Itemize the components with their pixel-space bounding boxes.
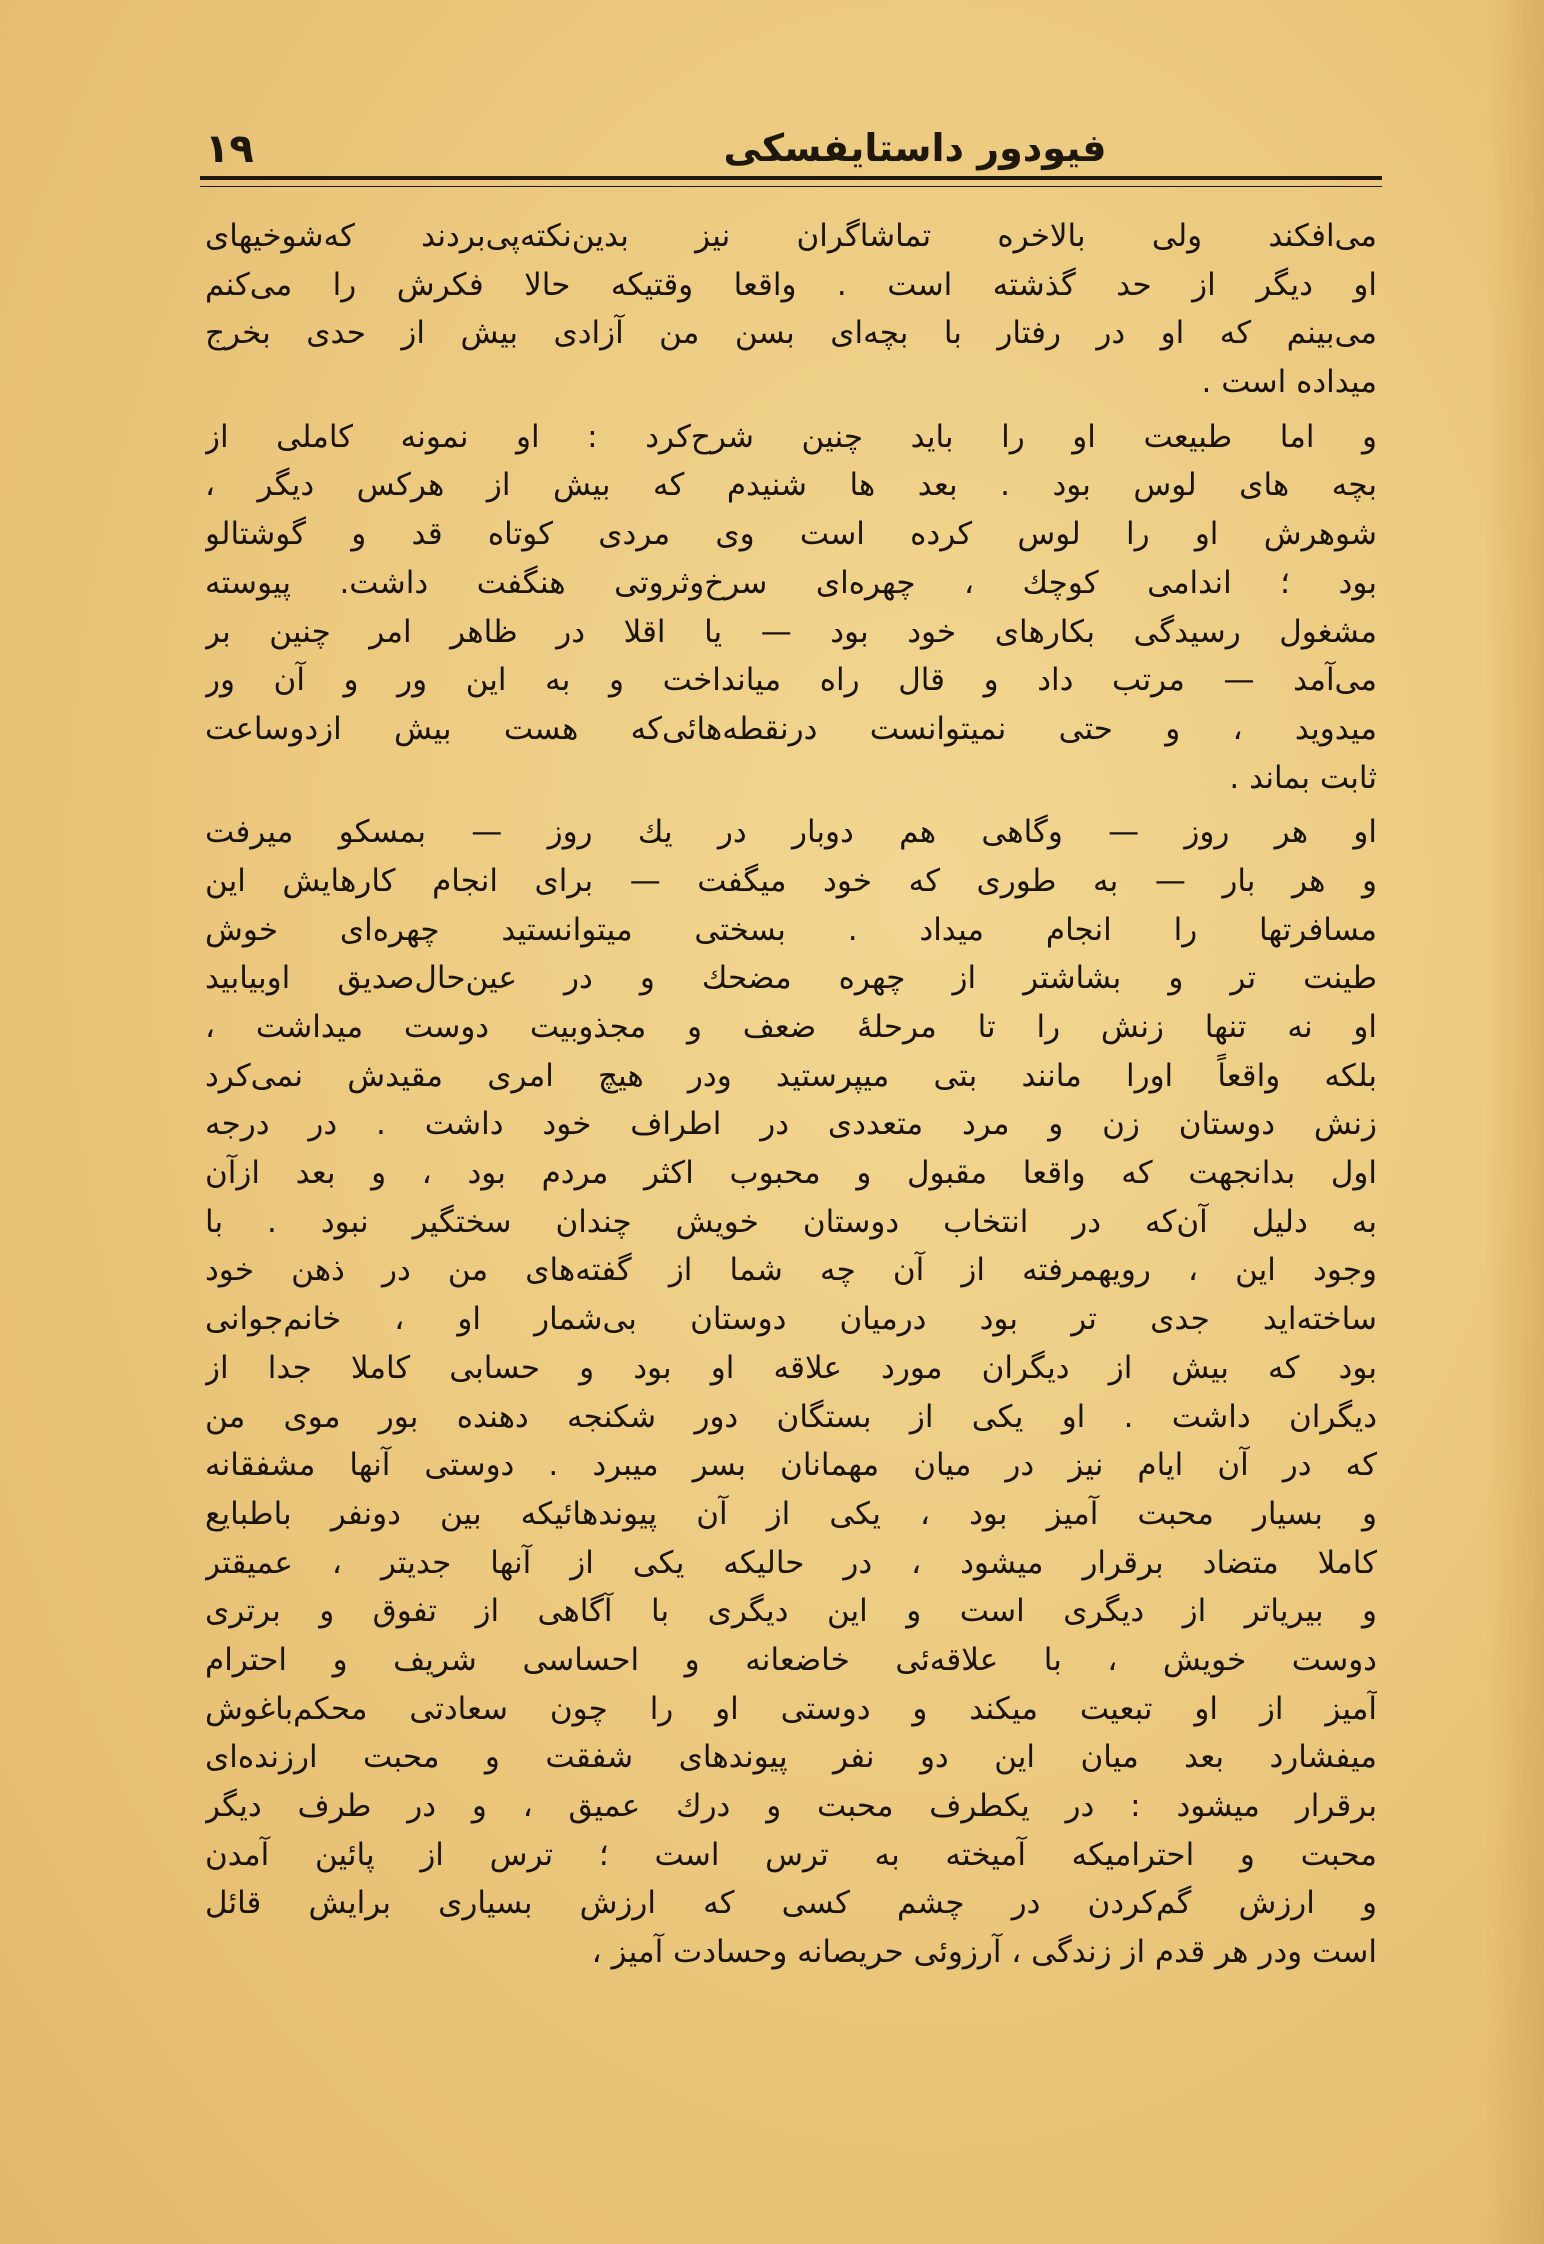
text-line: می‌آمد — مرتب داد و قال راه میانداخت و به این ور و آن ور [205,662,1377,699]
text-line: و بسیار محبت آمیز بود ، یکی از آن پیوندهائیکه بین دونفر باطبایع [205,1495,1377,1532]
text-line: او نه تنها زنش را تا مرحلهٔ ضعف و مجذوبیت دوست میداشت ، [205,1009,1377,1045]
running-title: فیودور داستایفسکی [723,126,1107,170]
page-header [205,120,1375,180]
text-line: طینت تر و بشاشتر از چهره مضحك و در عین‌حال‌صدیق اوبیابید [205,960,1377,997]
text-line: است ودر هر قدم از زندگی ، آرزوئی حریصانه وحسادت آمیز ، [591,1934,1377,1971]
text-line: دیگران داشت . او یکی از بستگان دور شکنجه دهنده بور موی من [205,1398,1377,1435]
text-line: که در آن ایام نیز در میان مهمانان بسر میبرد . دوستی آنها مشفقانه [205,1447,1377,1484]
text-line: بلکه واقعاً اورا مانند بتی میپرستید ودر هیچ امری مقیدش نمی‌کرد [205,1057,1377,1094]
text-line: مشغول رسیدگی بکارهای خود بود — یا اقلا در ظاهر امر چنین بر [205,613,1377,650]
paragraph [205,413,1377,803]
text-line: ثابت بماند . [1229,759,1377,796]
text-line: وجود این ، رویهمرفته از آن چه شما از گفته‌های من در ذهن خود [205,1252,1377,1289]
text-line: مسافرتها را انجام میداد . بسختی میتوانستید چهره‌ای خوش [205,911,1377,948]
text-line: و بیریاتر از دیگری است و این دیگری با آگاهی از تفوق و برتری [205,1593,1377,1630]
page-edge-shade [1484,0,1544,2244]
text-line: زنش دوستان زن و مرد متعددی در اطراف خود داشت . در درجه [205,1106,1377,1143]
text-line: می‌بینم که او در رفتار با بچه‌ای بسن من آزادی بیش از حدی بخرج [205,315,1377,352]
text-line: میدوید ، و حتی نمیتوانست درنقطه‌هائی‌که هست بیش ازدوساعت [205,710,1377,747]
text-line: می‌افکند ولی بالاخره تماشاگران نیز بدین‌نکته‌پی‌بردند که‌شوخیهای [205,218,1377,254]
text-line: بود ؛ اندامی کوچك ، چهره‌ای سرخ‌وثروتی هنگفت داشت. پیوسته [205,564,1377,601]
text-line: او هر روز — وگاهی هم دوبار در یك روز — بمسکو میرفت [205,814,1377,851]
paragraph [205,808,1377,1977]
paragraph [205,212,1377,407]
text-line: بچه های لوس بود . بعد ها شنیدم که بیش از هرکس دیگر ، [205,467,1377,504]
header-rule-thick [200,176,1382,180]
text-line: و ارزش گم‌کردن در چشم کسی که ارزش بسیاری برایش قائل [205,1885,1377,1922]
text-line: و اما طبیعت او را باید چنین شرح‌کرد : او نمونه کاملی از [205,418,1377,455]
text-line: ساخته‌اید جدی تر بود درمیان دوستان بی‌شمار او ، خانم‌جوانی [205,1301,1377,1338]
text-line: آمیز از او تبعیت میکند و دوستی او را چون سعادتی محکم‌باغوش [205,1690,1377,1727]
text-line: شوهرش او را لوس کرده است وی مردی کوتاه قد و گوشتالو [205,516,1377,553]
header-rule-thin [200,186,1382,187]
body-text [205,212,1377,1977]
text-line: او دیگر از حد گذشته است . واقعا وقتیکه حالا فکرش را می‌کنم [205,266,1377,303]
text-line: میداده است . [1201,364,1377,401]
text-line: برقرار میشود : در یکطرف محبت و درك عمیق ، و در طرف دیگر [205,1788,1377,1824]
text-line: و هر بار — به طوری که خود میگفت — برای انجام کارهایش این [205,862,1377,899]
text-line: کاملا متضاد برقرار میشود ، در حالیکه یکی از آنها جدیتر ، عمیقتر [205,1544,1377,1581]
text-line: اول بدانجهت که واقعا مقبول و محبوب اکثر مردم بود ، و بعد ازآن [205,1155,1377,1192]
text-line: بود که بیش از دیگران مورد علاقه او بود و حسابی کاملا جدا از [205,1349,1377,1386]
text-line: دوست خویش ، با علاقه‌ئی خاضعانه و احساسی شریف و احترام [205,1641,1377,1678]
text-line: به دلیل آن‌که در انتخاب دوستان خویش چندان سختگیر نبود . با [205,1203,1377,1240]
text-line: محبت و احترامیکه آمیخته به ترس است ؛ ترس از پائین آمدن [205,1836,1377,1873]
page-number: ۱۹ [205,126,254,172]
text-line: میفشارد بعد میان این دو نفر پیوندهای شفقت و محبت ارزنده‌ای [205,1739,1377,1776]
